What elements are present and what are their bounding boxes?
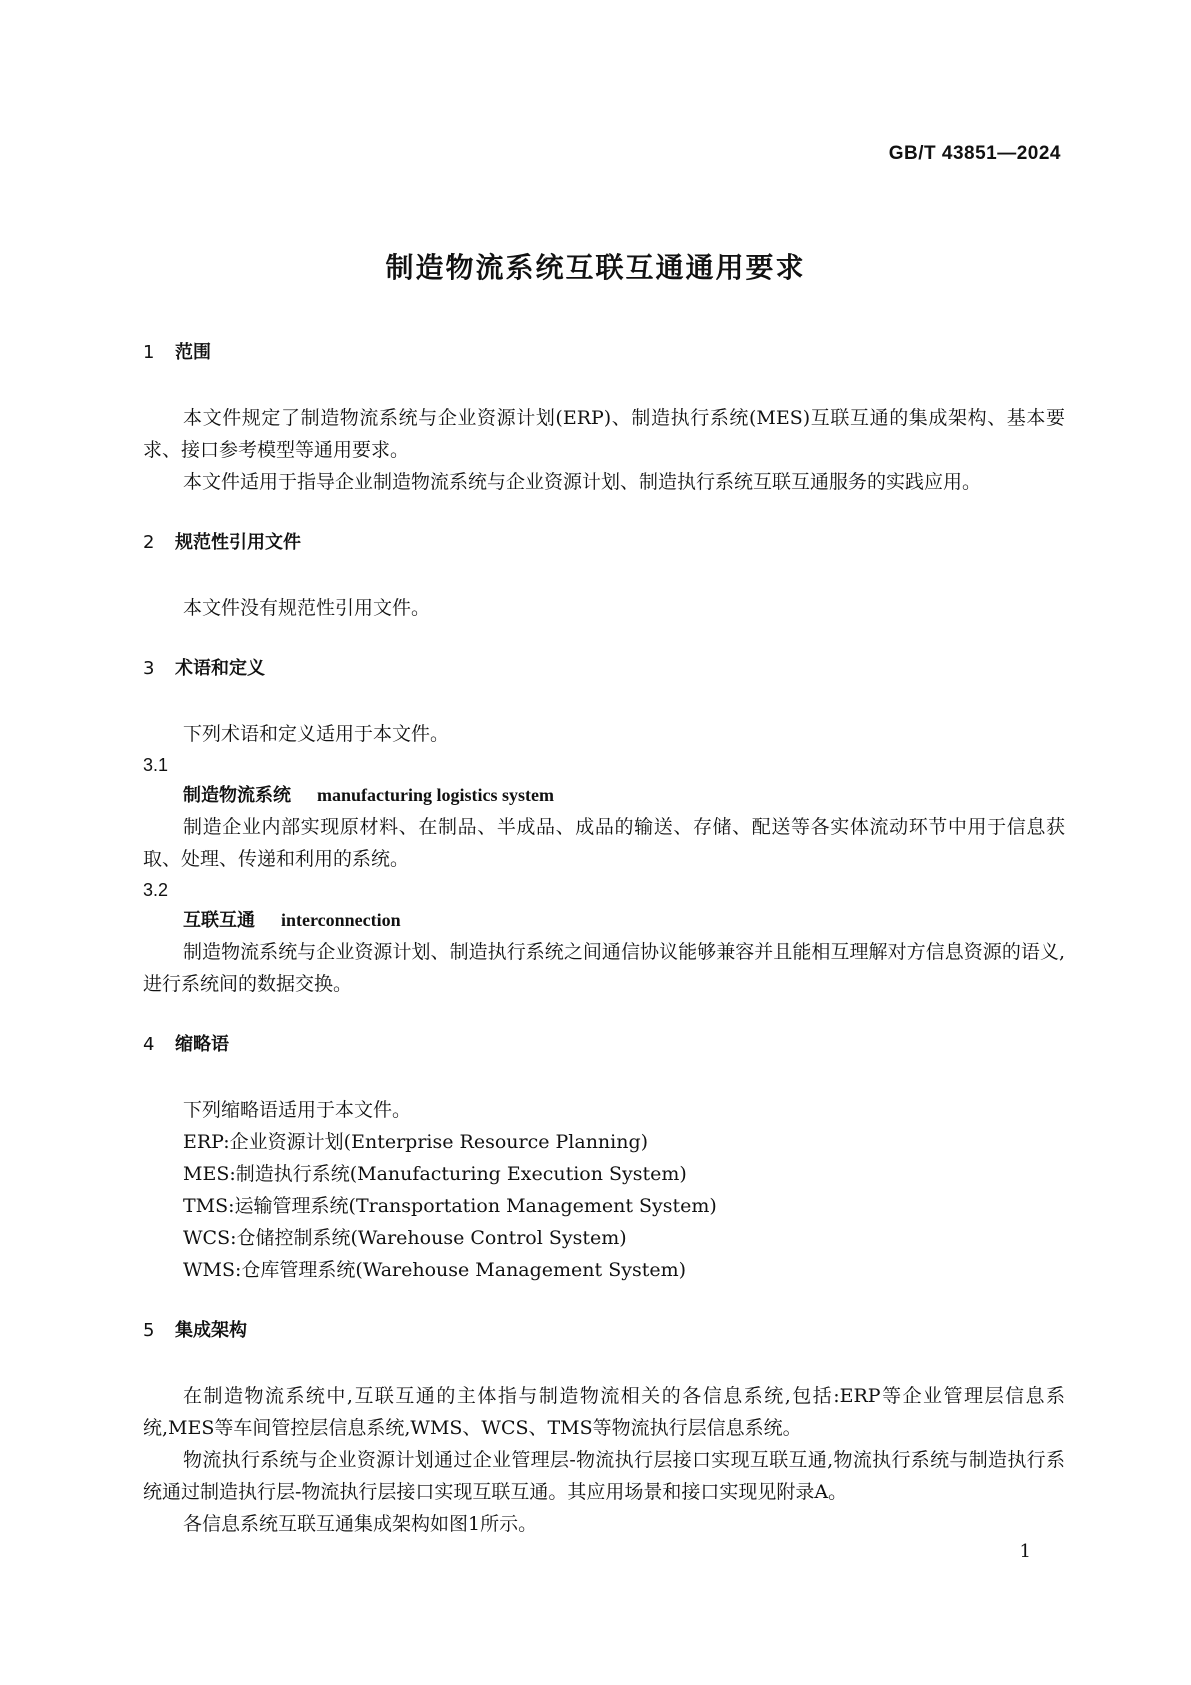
abbreviation-item: TMS:运输管理系统(Transportation Management System) [183,1195,717,1217]
section-1-paragraph-1: 本文件规定了制造物流系统与企业资源计划(ERP)、制造执行系统(MES)互联互通的集成架构、基本要求、接口参考模型等通用要求。 [143,407,1065,461]
term-number: 3.1 [143,755,169,775]
section-3-heading [143,656,1065,682]
term-number: 3.2 [143,880,169,900]
abbreviation-item: WMS:仓库管理系统(Warehouse Management System) [183,1259,687,1281]
term-name-zh: 互联互通 [183,910,255,931]
section-title: 术语和定义 [175,658,265,679]
term-definition: 制造企业内部实现原材料、在制品、半成品、成品的输送、存储、配送等各实体流动环节中用于信息获取、处理、传递和利用的系统。 [143,816,1065,870]
section-title: 集成架构 [175,1320,247,1341]
section-5-heading [143,1318,1065,1344]
section-4-intro: 下列缩略语适用于本文件。 [183,1099,412,1121]
section-3-intro: 下列术语和定义适用于本文件。 [183,723,450,745]
section-number: 5 [143,1320,155,1341]
section-number: 1 [143,342,155,363]
document-body [143,340,1065,1540]
section-4-heading [143,1032,1065,1058]
abbreviation-item: MES:制造执行系统(Manufacturing Execution System) [183,1163,687,1185]
section-5-paragraph-3: 各信息系统互联互通集成架构如图1所示。 [183,1513,538,1535]
term-name-en: interconnection [281,910,401,930]
section-2-heading [143,530,1065,556]
standard-code: GB/T 43851—2024 [888,143,1061,164]
section-title: 规范性引用文件 [175,532,301,553]
section-number: 4 [143,1034,155,1055]
section-number: 3 [143,658,155,679]
section-1-heading [143,340,1065,366]
section-title: 范围 [175,342,211,363]
term-name [183,780,1065,811]
section-5-paragraph-2: 物流执行系统与企业资源计划通过企业管理层-物流执行层接口实现互联互通,物流执行系统与制造执行系统通过制造执行层-物流执行层接口实现互联互通。其应用场景和接口实现见附录A。 [143,1449,1065,1503]
term-name-zh: 制造物流系统 [183,785,291,806]
section-number: 2 [143,532,155,553]
page-number: 1 [1019,1541,1031,1562]
abbreviation-item: WCS:仓储控制系统(Warehouse Control System) [183,1227,627,1249]
abbreviation-item: ERP:企业资源计划(Enterprise Resource Planning) [183,1131,649,1153]
term-name [183,905,1065,936]
section-1-paragraph-2: 本文件适用于指导企业制造物流系统与企业资源计划、制造执行系统互联互通服务的实践应用。 [183,471,982,493]
section-5-paragraph-1: 在制造物流系统中,互联互通的主体指与制造物流相关的各信息系统,包括:ERP等企业管理层信息系统,MES等车间管控层信息系统,WMS、WCS、TMS等物流执行层信息系统。 [143,1385,1065,1439]
term-name-en: manufacturing logistics system [317,785,554,805]
term-definition: 制造物流系统与企业资源计划、制造执行系统之间通信协议能够兼容并且能相互理解对方信息资源的语义,进行系统间的数据交换。 [143,941,1065,995]
document-title: 制造物流系统互联互通通用要求 [385,251,806,284]
section-title: 缩略语 [175,1034,229,1055]
section-2-paragraph-1: 本文件没有规范性引用文件。 [183,597,431,619]
